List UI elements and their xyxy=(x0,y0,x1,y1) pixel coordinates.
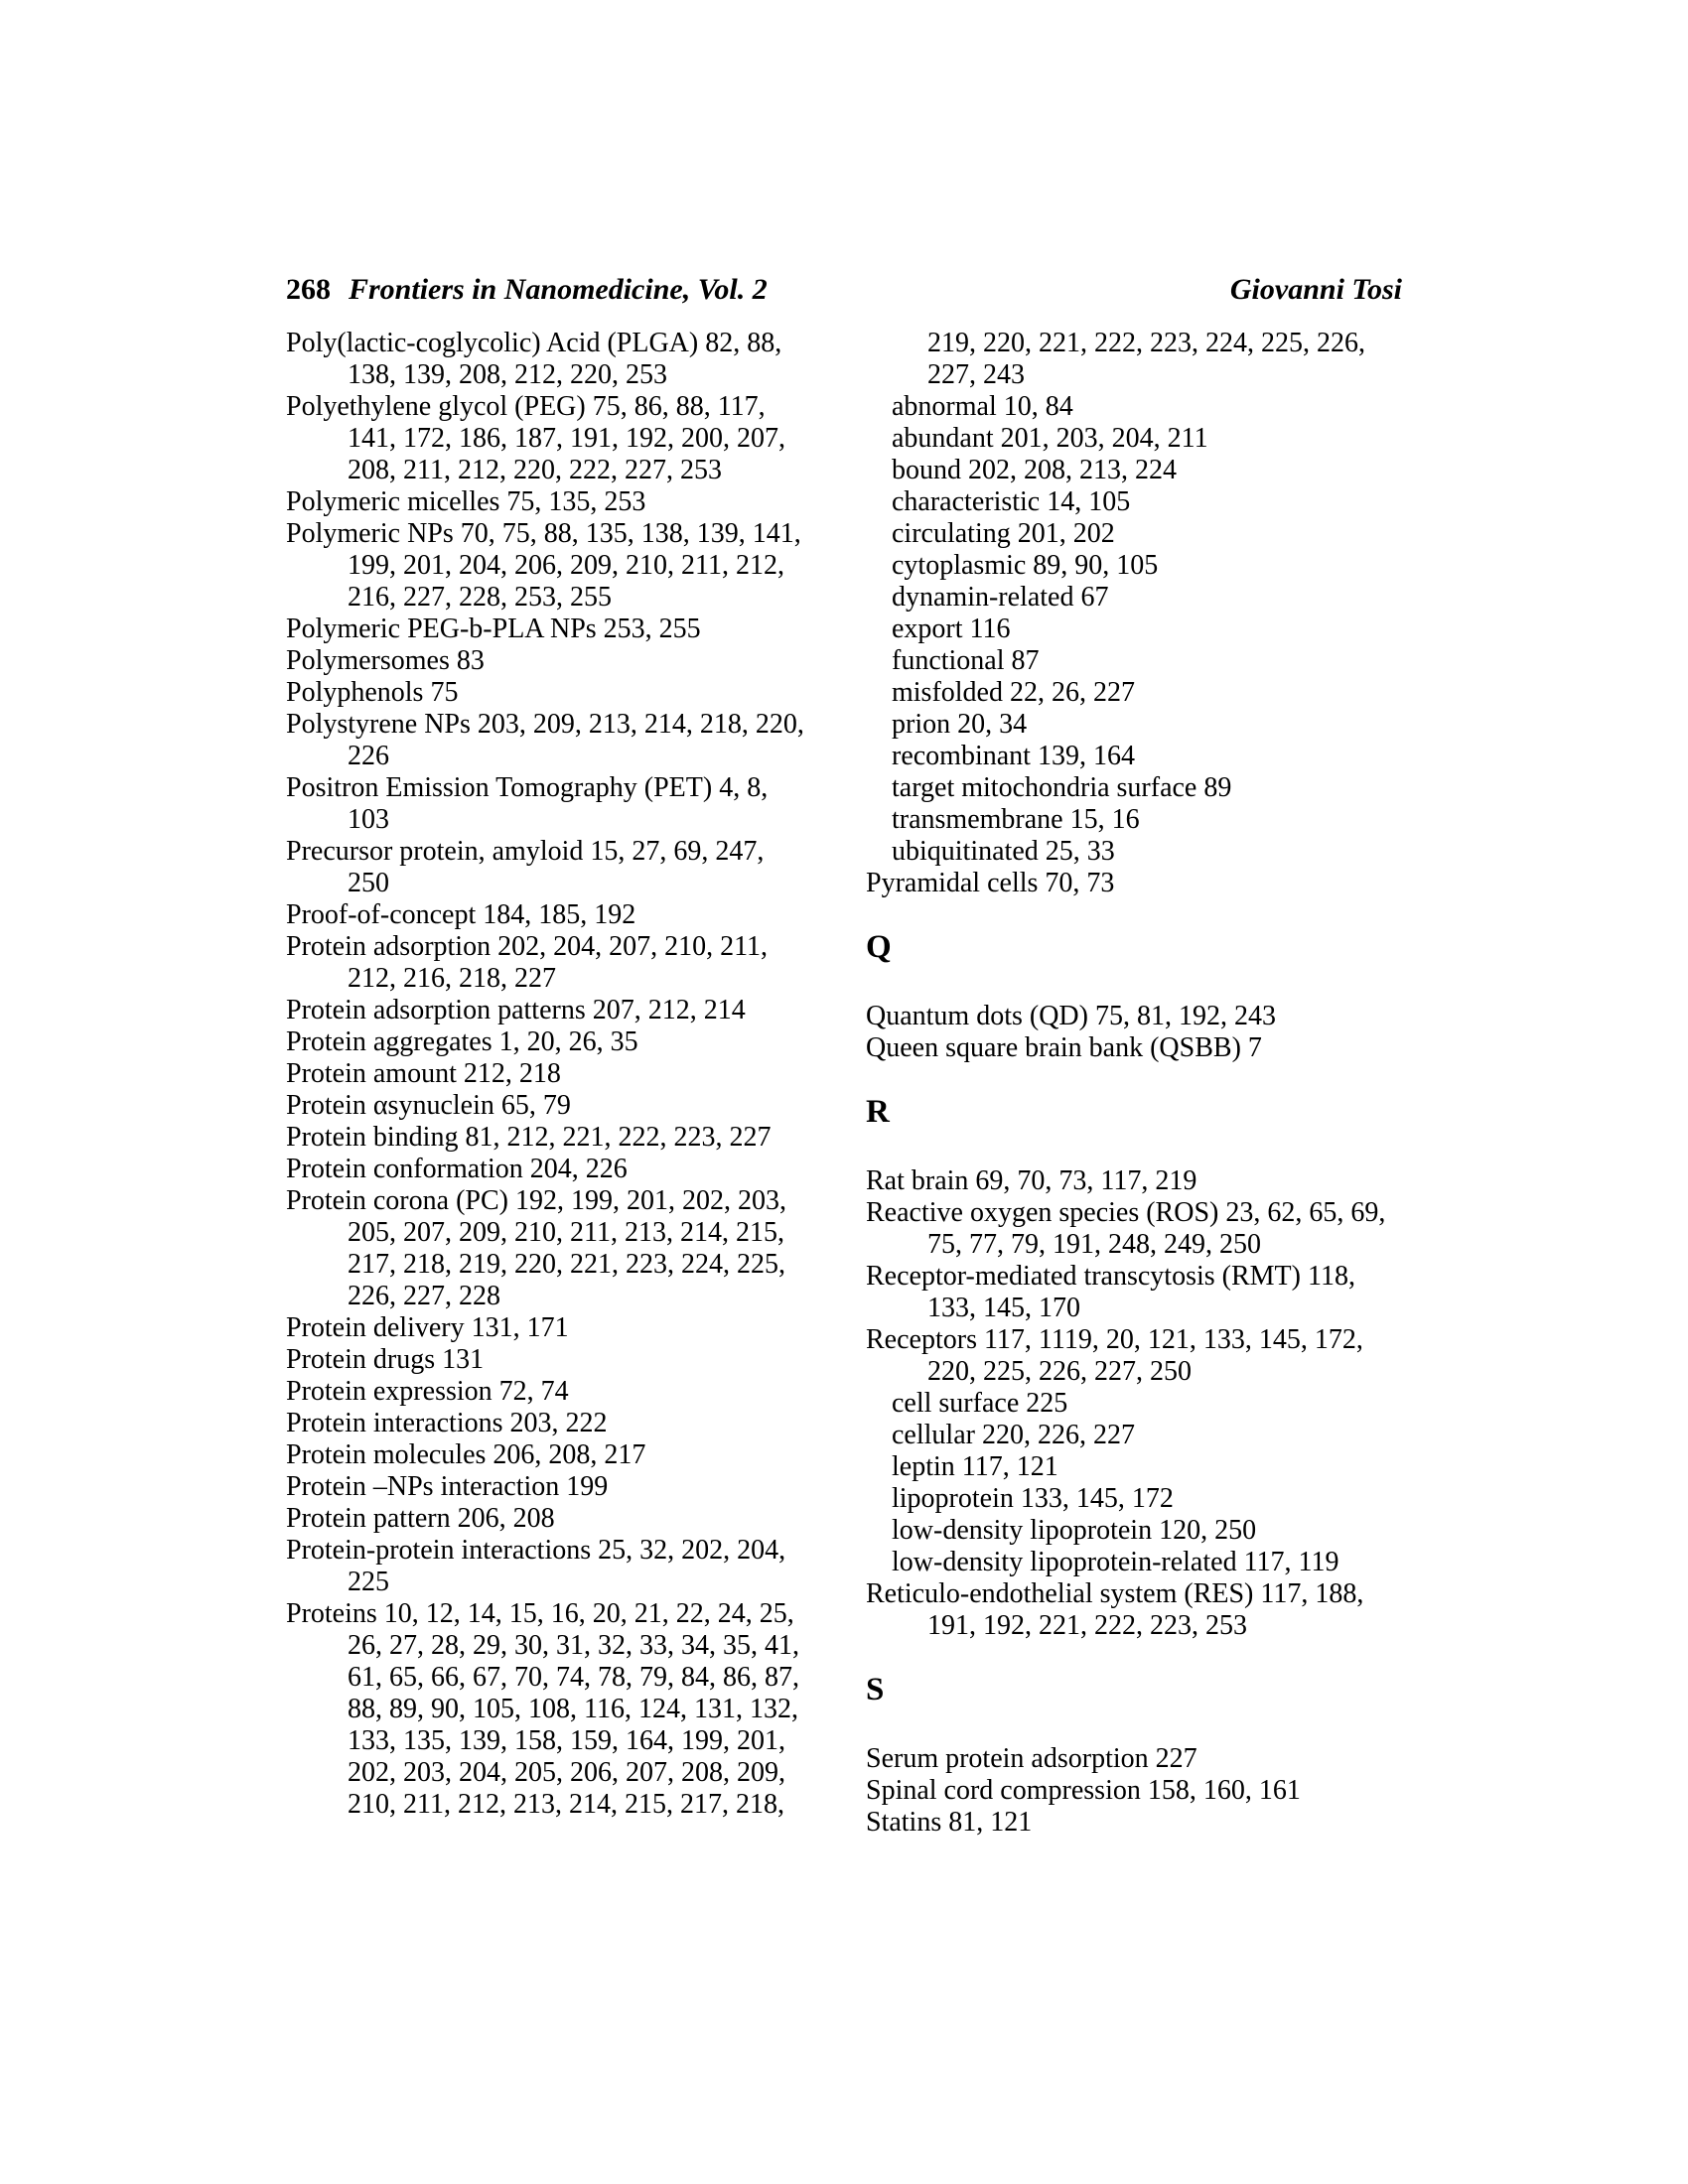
index-line: Protein aggregates 1, 20, 26, 35 xyxy=(286,1026,638,1057)
index-line: Protein amount 212, 218 xyxy=(286,1058,561,1089)
index-line: 220, 225, 226, 227, 250 xyxy=(927,1356,1192,1387)
index-line: Positron Emission Tomography (PET) 4, 8, xyxy=(286,772,769,803)
index-line: Precursor protein, amyloid 15, 27, 69, 247, xyxy=(286,836,765,867)
index-line: circulating 201, 202 xyxy=(892,518,1115,549)
index-line: Protein conformation 204, 226 xyxy=(286,1154,628,1184)
index-line: 210, 211, 212, 213, 214, 215, 217, 218, xyxy=(348,1789,784,1820)
index-line: Protein binding 81, 212, 221, 222, 223, 227 xyxy=(286,1122,772,1153)
index-line: 225 xyxy=(348,1567,389,1597)
index-line: 227, 243 xyxy=(927,359,1025,390)
index-line: Protein drugs 131 xyxy=(286,1344,485,1375)
index-line: transmembrane 15, 16 xyxy=(892,804,1140,835)
index-line: Spinal cord compression 158, 160, 161 xyxy=(866,1775,1301,1806)
index-line: Protein pattern 206, 208 xyxy=(286,1503,555,1534)
index-column-right xyxy=(866,328,1422,1839)
index-line: Protein adsorption 202, 204, 207, 210, 211, xyxy=(286,931,769,962)
index-line: 202, 203, 204, 205, 206, 207, 208, 209, xyxy=(348,1757,785,1788)
index-line: Protein αsynuclein 65, 79 xyxy=(286,1090,571,1121)
index-line: 141, 172, 186, 187, 191, 192, 200, 207, xyxy=(348,423,785,454)
index-line: recombinant 139, 164 xyxy=(892,741,1135,771)
index-line: lipoprotein 133, 145, 172 xyxy=(892,1483,1174,1514)
index-line: 133, 145, 170 xyxy=(927,1293,1080,1323)
index-line: low-density lipoprotein-related 117, 119 xyxy=(892,1547,1339,1577)
header-left xyxy=(286,274,768,306)
index-line: abnormal 10, 84 xyxy=(892,391,1073,422)
index-line: 205, 207, 209, 210, 211, 213, 214, 215, xyxy=(348,1217,784,1248)
index-line: Receptor-mediated transcytosis (RMT) 118, xyxy=(866,1261,1355,1292)
index-line: 250 xyxy=(348,868,389,898)
index-line: Polymeric NPs 70, 75, 88, 135, 138, 139, 141, xyxy=(286,518,801,549)
index-line: 216, 227, 228, 253, 255 xyxy=(348,582,612,613)
index-line: abundant 201, 203, 204, 211 xyxy=(892,423,1208,454)
index-line: Polymeric PEG-b-PLA NPs 253, 255 xyxy=(286,614,701,644)
index-line: 26, 27, 28, 29, 30, 31, 32, 33, 34, 35, 41, xyxy=(348,1630,799,1661)
index-line: leptin 117, 121 xyxy=(892,1451,1058,1482)
index-line: misfolded 22, 26, 227 xyxy=(892,677,1135,708)
index-line: target mitochondria surface 89 xyxy=(892,772,1232,803)
index-line: 61, 65, 66, 67, 70, 74, 78, 79, 84, 86, 87, xyxy=(348,1662,799,1693)
index-line: Polystyrene NPs 203, 209, 213, 214, 218, 220, xyxy=(286,709,804,740)
index-line: cellular 220, 226, 227 xyxy=(892,1420,1135,1450)
index-line: 199, 201, 204, 206, 209, 210, 211, 212, xyxy=(348,550,784,581)
index-line: cytoplasmic 89, 90, 105 xyxy=(892,550,1159,581)
index-line: Poly(lactic-coglycolic) Acid (PLGA) 82, 88, xyxy=(286,328,782,358)
index-line: 219, 220, 221, 222, 223, 224, 225, 226, xyxy=(927,328,1365,358)
index-line: dynamin-related 67 xyxy=(892,582,1109,613)
index-line: 191, 192, 221, 222, 223, 253 xyxy=(927,1610,1247,1641)
index-line: Proof-of-concept 184, 185, 192 xyxy=(286,899,636,930)
index-line: Serum protein adsorption 227 xyxy=(866,1743,1197,1774)
index-line: 208, 211, 212, 220, 222, 227, 253 xyxy=(348,455,722,485)
index-line: 212, 216, 218, 227 xyxy=(348,963,556,994)
page-header xyxy=(286,274,1402,306)
index-line: 226, 227, 228 xyxy=(348,1281,500,1311)
index-line: Polyphenols 75 xyxy=(286,677,459,708)
index-line: export 116 xyxy=(892,614,1011,644)
index-column-left xyxy=(286,328,857,1821)
index-line: Polymersomes 83 xyxy=(286,645,485,676)
index-line: Rat brain 69, 70, 73, 117, 219 xyxy=(866,1165,1197,1196)
index-line: Statins 81, 121 xyxy=(866,1807,1033,1838)
index-line: characteristic 14, 105 xyxy=(892,486,1131,517)
index-line: 138, 139, 208, 212, 220, 253 xyxy=(348,359,667,390)
index-line: Protein corona (PC) 192, 199, 201, 202, 203, xyxy=(286,1185,786,1216)
book-title: Frontiers in Nanomedicine, Vol. 2 xyxy=(349,273,768,306)
index-line: Reticulo-endothelial system (RES) 117, 188, xyxy=(866,1578,1364,1609)
index-section-heading: S xyxy=(866,1672,885,1707)
index-line: prion 20, 34 xyxy=(892,709,1028,740)
index-line: 103 xyxy=(348,804,389,835)
index-line: low-density lipoprotein 120, 250 xyxy=(892,1515,1257,1546)
index-line: ubiquitinated 25, 33 xyxy=(892,836,1115,867)
index-line: functional 87 xyxy=(892,645,1040,676)
index-line: Proteins 10, 12, 14, 15, 16, 20, 21, 22, 24, 25, xyxy=(286,1598,794,1629)
index-line: Queen square brain bank (QSBB) 7 xyxy=(866,1032,1262,1063)
index-line: cell surface 225 xyxy=(892,1388,1068,1419)
index-line: Quantum dots (QD) 75, 81, 192, 243 xyxy=(866,1001,1276,1031)
index-line: Receptors 117, 1119, 20, 121, 133, 145, 172, xyxy=(866,1324,1363,1355)
index-line: Reactive oxygen species (ROS) 23, 62, 65, 69, xyxy=(866,1197,1386,1228)
index-line: Protein interactions 203, 222 xyxy=(286,1408,608,1438)
index-line: Protein expression 72, 74 xyxy=(286,1376,569,1407)
index-line: 226 xyxy=(348,741,389,771)
index-line: 75, 77, 79, 191, 248, 249, 250 xyxy=(927,1229,1261,1260)
index-line: Protein delivery 131, 171 xyxy=(286,1312,569,1343)
index-section-heading: Q xyxy=(866,929,892,965)
index-line: Protein-protein interactions 25, 32, 202, 204, xyxy=(286,1535,786,1566)
index-line: Protein adsorption patterns 207, 212, 214 xyxy=(286,995,746,1025)
index-line: Protein –NPs interaction 199 xyxy=(286,1471,609,1502)
index-line: Protein molecules 206, 208, 217 xyxy=(286,1439,646,1470)
index-line: 88, 89, 90, 105, 108, 116, 124, 131, 132, xyxy=(348,1694,798,1724)
index-line: Pyramidal cells 70, 73 xyxy=(866,868,1115,898)
index-line: 133, 135, 139, 158, 159, 164, 199, 201, xyxy=(348,1725,785,1756)
author-name: Giovanni Tosi xyxy=(1229,273,1402,306)
index-section-heading: R xyxy=(866,1094,890,1130)
header-right xyxy=(1230,274,1402,306)
page-number: 268 xyxy=(286,273,331,306)
index-line: bound 202, 208, 213, 224 xyxy=(892,455,1177,485)
index-line: Polyethylene glycol (PEG) 75, 86, 88, 117, xyxy=(286,391,766,422)
index-line: Polymeric micelles 75, 135, 253 xyxy=(286,486,646,517)
index-line: 217, 218, 219, 220, 221, 223, 224, 225, xyxy=(348,1249,785,1280)
